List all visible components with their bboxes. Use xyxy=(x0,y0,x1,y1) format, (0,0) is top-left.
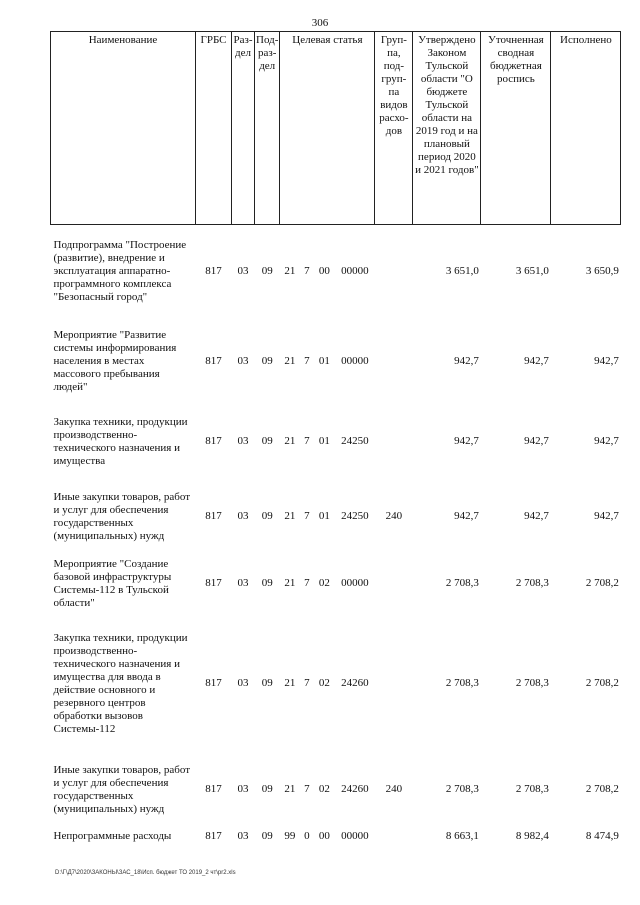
row-target-code: 00000 xyxy=(341,265,369,278)
row-target-program: 21 xyxy=(284,435,296,447)
header-razdel: Раз-дел xyxy=(232,32,255,225)
row-podrazdel: 09 xyxy=(261,783,273,795)
row-grbs: 817 xyxy=(205,435,222,447)
table-row xyxy=(51,405,621,479)
row-razdel: 03 xyxy=(237,435,249,447)
row-grbs: 817 xyxy=(205,830,222,842)
row-target-subprogram: 7 xyxy=(304,677,310,689)
row-target-event: 00 xyxy=(318,830,330,842)
row-approved: 2 708,3 xyxy=(445,783,479,795)
row-approved: 8 663,1 xyxy=(445,830,479,842)
row-target-event: 01 xyxy=(318,510,330,522)
row-podrazdel: 09 xyxy=(261,355,273,367)
row-target-event: 02 xyxy=(318,677,330,689)
row-grbs: 817 xyxy=(205,265,222,278)
row-executed: 3 650,9 xyxy=(585,265,619,278)
row-target-subprogram: 7 xyxy=(304,783,310,795)
row-revised: 942,7 xyxy=(524,355,549,367)
row-name: Мероприятие "Создание базовой инфраструктуры Системы-112 в Тульской области" xyxy=(53,557,172,609)
row-podrazdel: 09 xyxy=(261,577,273,589)
row-approved: 942,7 xyxy=(454,355,479,367)
row-executed: 942,7 xyxy=(594,435,619,447)
row-target-code: 24260 xyxy=(341,783,369,795)
row-podrazdel: 09 xyxy=(261,830,273,842)
row-target-program: 21 xyxy=(284,677,296,689)
row-razdel: 03 xyxy=(237,577,249,589)
table-row xyxy=(51,319,621,405)
row-target-subprogram: 7 xyxy=(304,510,310,522)
row-revised: 942,7 xyxy=(524,435,549,447)
row-razdel: 03 xyxy=(237,677,249,689)
row-expense-group xyxy=(375,319,413,405)
row-revised: 2 708,3 xyxy=(515,783,549,795)
table-row xyxy=(51,613,621,755)
header-name: Наименование xyxy=(51,32,196,225)
row-revised: 3 651,0 xyxy=(515,265,549,278)
row-target-code: 24250 xyxy=(341,435,369,447)
row-name: Непрограммные расходы xyxy=(53,830,172,842)
row-executed: 2 708,2 xyxy=(585,677,619,689)
row-razdel: 03 xyxy=(237,830,249,842)
row-expense-group xyxy=(375,225,413,319)
page-number: 306 xyxy=(311,17,329,29)
row-podrazdel: 09 xyxy=(261,677,273,689)
table-row xyxy=(51,225,621,319)
table-row xyxy=(51,825,621,849)
row-target-subprogram: 7 xyxy=(304,435,310,447)
header-podrazdel: Под-раз-дел xyxy=(255,32,280,225)
row-approved: 2 708,3 xyxy=(445,677,479,689)
row-revised: 2 708,3 xyxy=(515,677,549,689)
row-name: Подпрограмма "Построение (развитие), внедрение и эксплуатация аппаратно-программного комплекса "Безопасный город" xyxy=(53,239,187,304)
row-revised: 8 982,4 xyxy=(515,830,549,842)
table-row xyxy=(51,755,621,825)
row-target-program: 21 xyxy=(284,577,296,589)
row-razdel: 03 xyxy=(237,265,249,278)
row-expense-group xyxy=(375,825,413,849)
row-target-event: 00 xyxy=(318,265,330,278)
row-grbs: 817 xyxy=(205,577,222,589)
row-target-code: 00000 xyxy=(341,577,369,589)
row-target-event: 02 xyxy=(318,577,330,589)
row-razdel: 03 xyxy=(237,355,249,367)
row-executed: 2 708,2 xyxy=(585,577,619,589)
row-grbs: 817 xyxy=(205,510,222,522)
row-revised: 942,7 xyxy=(524,510,549,522)
row-revised: 2 708,3 xyxy=(515,577,549,589)
row-approved: 942,7 xyxy=(454,510,479,522)
table-header-row xyxy=(51,32,621,225)
row-expense-group: 240 xyxy=(385,510,403,522)
row-razdel: 03 xyxy=(237,510,249,522)
row-grbs: 817 xyxy=(205,355,222,367)
row-executed: 942,7 xyxy=(594,510,619,522)
row-expense-group xyxy=(375,555,413,613)
row-target-code: 00000 xyxy=(341,355,369,367)
row-name: Мероприятие "Развитие системы информирования населения в местах массового пребывания людей" xyxy=(53,329,177,393)
row-executed: 942,7 xyxy=(594,355,619,367)
row-name: Иные закупки товаров, работ и услуг для обеспечения государственных (муниципальных) нужд xyxy=(53,763,191,815)
header-target-article: Целевая статья xyxy=(280,32,375,225)
row-approved: 942,7 xyxy=(454,435,479,447)
row-target-program: 21 xyxy=(284,783,296,795)
row-target-program: 21 xyxy=(284,355,296,367)
row-approved: 2 708,3 xyxy=(445,577,479,589)
row-name: Закупка техники, продукции производственно-технического назначения и имущества xyxy=(53,415,188,467)
header-grbs: ГРБС xyxy=(196,32,232,225)
footer-file-path: D:\Г\Д7\2020\ЗАКОНЫ\ЗАС_18\Исп. бюджет ТО 2019_2 чт\pr2.xls xyxy=(55,870,236,876)
row-target-event: 02 xyxy=(318,783,330,795)
row-target-code: 24250 xyxy=(341,510,369,522)
table-row xyxy=(51,555,621,613)
header-approved: Утверждено Законом Тульской области "О бюджете Тульской области на 2019 год и на плановый период 2020 и 2021 годов" xyxy=(413,32,481,225)
row-razdel: 03 xyxy=(237,783,249,795)
header-executed: Исполнено xyxy=(551,32,621,225)
row-target-program: 21 xyxy=(284,510,296,522)
row-executed: 8 474,9 xyxy=(585,830,619,842)
row-target-program: 21 xyxy=(284,265,296,278)
row-target-program: 99 xyxy=(284,830,296,842)
row-target-subprogram: 7 xyxy=(304,355,310,367)
row-podrazdel: 09 xyxy=(261,435,273,447)
row-grbs: 817 xyxy=(205,783,222,795)
header-expense-group: Груп-па, под-груп-па видов расхо-дов xyxy=(375,32,413,225)
row-target-subprogram: 7 xyxy=(304,265,310,278)
row-podrazdel: 09 xyxy=(261,510,273,522)
row-name: Закупка техники, продукции производственно-технического назначения и имущества для ввода в действие основного и резервного центров обработки вызовов Системы-112 xyxy=(53,631,188,735)
row-target-code: 24260 xyxy=(341,677,369,689)
row-name: Иные закупки товаров, работ и услуг для обеспечения государственных (муниципальных) нужд xyxy=(53,490,191,542)
row-target-code: 00000 xyxy=(341,830,369,842)
row-target-subprogram: 0 xyxy=(304,830,310,842)
row-target-subprogram: 7 xyxy=(304,577,310,589)
row-target-event: 01 xyxy=(318,435,330,447)
row-podrazdel: 09 xyxy=(261,265,273,278)
budget-table xyxy=(50,31,621,849)
row-expense-group xyxy=(375,405,413,479)
row-grbs: 817 xyxy=(205,677,222,689)
row-target-event: 01 xyxy=(318,355,330,367)
header-revised: Уточненная сводная бюджетная роспись xyxy=(481,32,551,225)
table-row xyxy=(51,479,621,555)
row-executed: 2 708,2 xyxy=(585,783,619,795)
row-expense-group xyxy=(375,613,413,755)
row-expense-group: 240 xyxy=(385,783,403,795)
row-approved: 3 651,0 xyxy=(445,265,479,278)
